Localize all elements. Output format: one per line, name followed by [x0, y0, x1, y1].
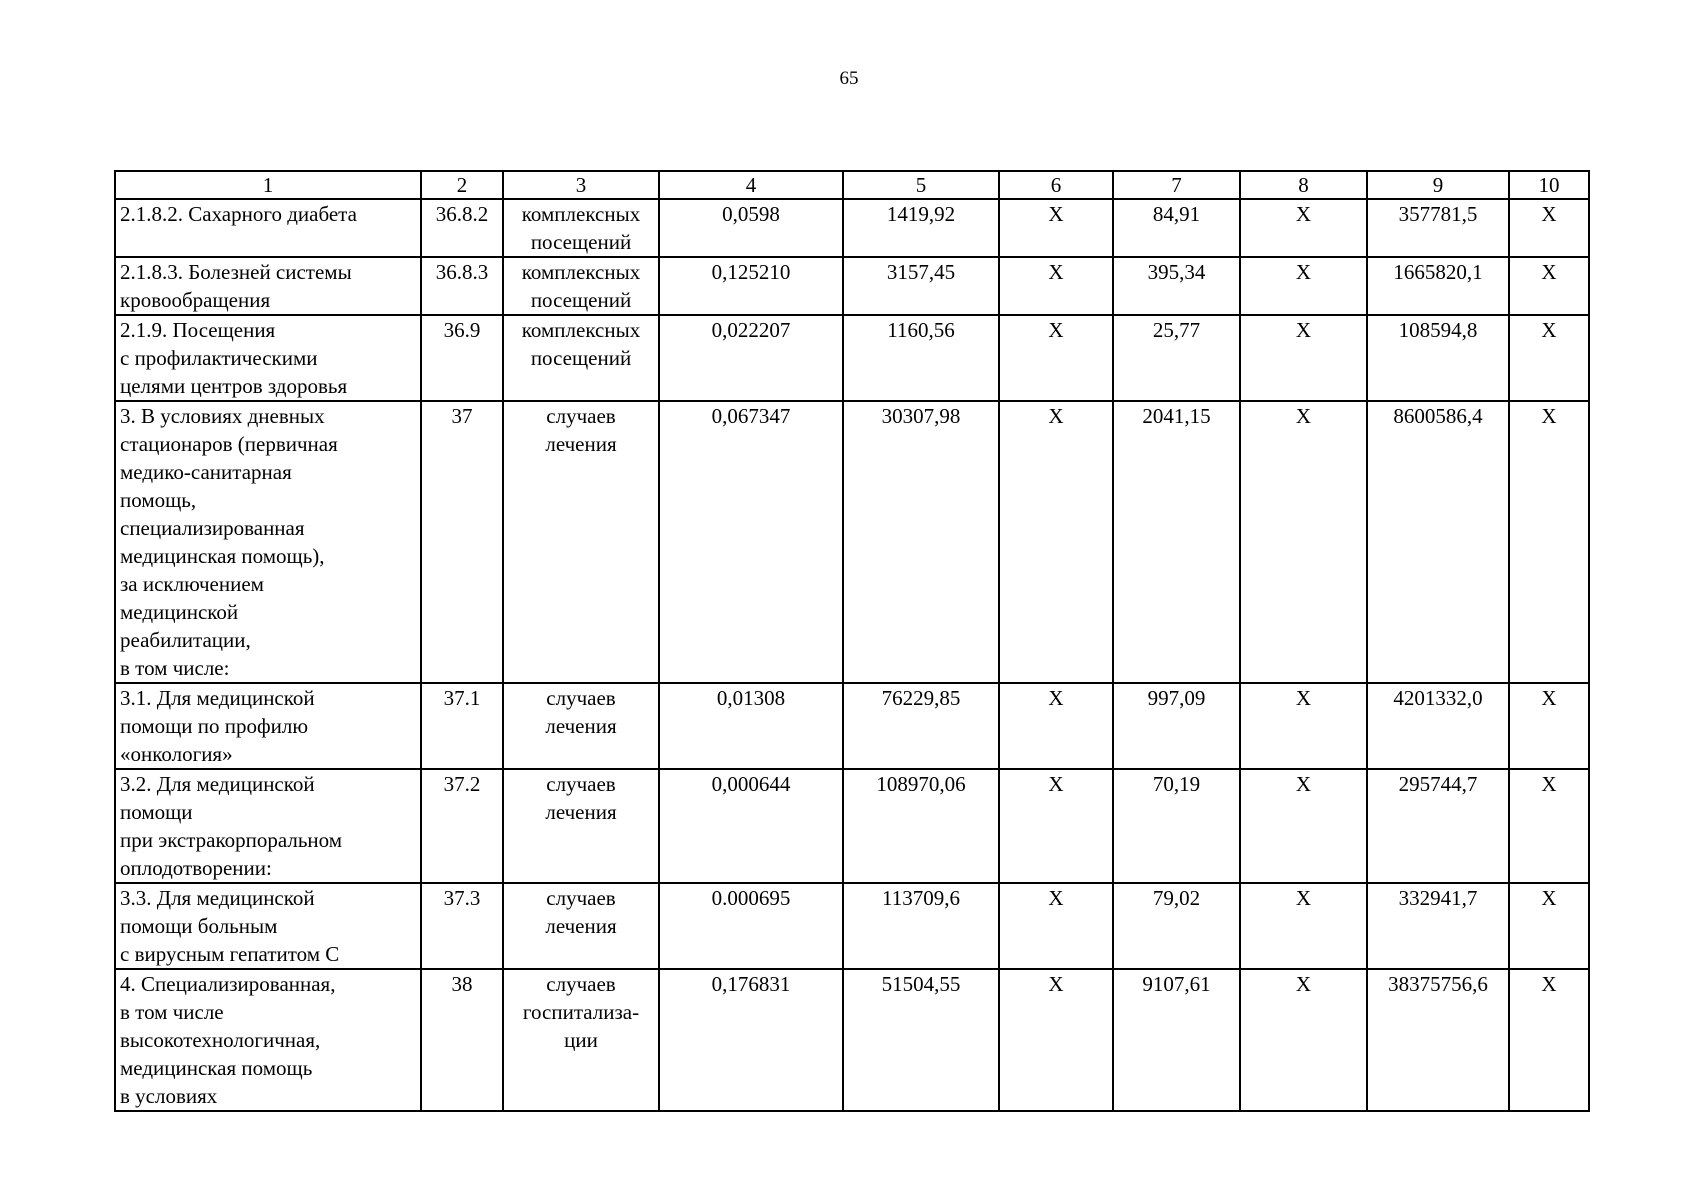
- coefficient-cell: 0,176831: [659, 969, 843, 1111]
- mark-cell: Х: [1240, 315, 1367, 401]
- row-code-cell: 37.3: [421, 883, 503, 969]
- column-header: 2: [421, 171, 503, 199]
- value-cell: 2041,15: [1113, 401, 1240, 683]
- coefficient-cell: 0.000695: [659, 883, 843, 969]
- cost-cell: 30307,98: [843, 401, 999, 683]
- row-name-cell: [115, 401, 421, 683]
- row-name-cell: [115, 769, 421, 883]
- column-header: 3: [503, 171, 659, 199]
- row-name-line: кровообращения: [120, 288, 271, 312]
- mark-cell: Х: [1509, 883, 1589, 969]
- mark-cell: Х: [1240, 969, 1367, 1111]
- mark-cell: Х: [1240, 401, 1367, 683]
- row-unit-cell: [503, 969, 659, 1111]
- row-name-cell: [115, 315, 421, 401]
- column-header: 5: [843, 171, 999, 199]
- total-cell: 332941,7: [1367, 883, 1509, 969]
- cost-cell: 3157,45: [843, 257, 999, 315]
- mark-cell: Х: [1240, 683, 1367, 769]
- row-unit-line: комплексных: [521, 202, 641, 226]
- cost-cell: 1160,56: [843, 315, 999, 401]
- total-cell: 357781,5: [1367, 199, 1509, 257]
- mark-cell: Х: [1509, 401, 1589, 683]
- cost-cell: 76229,85: [843, 683, 999, 769]
- row-unit-line: посещений: [530, 288, 632, 312]
- mark-cell: Х: [1509, 199, 1589, 257]
- row-name-line: с профилактическими: [120, 346, 318, 370]
- value-cell: 70,19: [1113, 769, 1240, 883]
- row-name-line: 2.1.8.2. Сахарного диабета: [120, 202, 357, 226]
- row-unit-line: посещений: [530, 230, 632, 254]
- row-unit-line: комплексных: [521, 260, 641, 284]
- row-name-line: оплодотворении:: [120, 856, 272, 880]
- row-unit-line: госпитализа-: [522, 1000, 640, 1024]
- cost-cell: 51504,55: [843, 969, 999, 1111]
- row-name-line: медицинской: [120, 600, 239, 624]
- row-name-line: 4. Специализированная,: [120, 972, 336, 996]
- row-name-line: медицинская помощь: [120, 1056, 313, 1080]
- row-name-line: за исключением: [120, 572, 264, 596]
- table-row: [115, 401, 1589, 683]
- row-name-cell: [115, 199, 421, 257]
- row-name-line: в том числе:: [120, 656, 230, 680]
- column-header: 4: [659, 171, 843, 199]
- coefficient-cell: 0,01308: [659, 683, 843, 769]
- coefficient-cell: 0,067347: [659, 401, 843, 683]
- value-cell: 997,09: [1113, 683, 1240, 769]
- row-name-line: 2.1.8.3. Болезней системы: [120, 260, 352, 284]
- mark-cell: Х: [1509, 969, 1589, 1111]
- row-name-line: специализированная: [120, 516, 305, 540]
- row-name-line: помощи по профилю: [120, 714, 309, 738]
- row-name-line: в условиях: [120, 1084, 218, 1108]
- row-unit-cell: [503, 883, 659, 969]
- table-row: [115, 257, 1589, 315]
- total-cell: 1665820,1: [1367, 257, 1509, 315]
- row-name-line: 3.1. Для медицинской: [120, 686, 315, 710]
- mark-cell: Х: [999, 199, 1113, 257]
- row-unit-line: посещений: [530, 346, 632, 370]
- row-name-line: 3.3. Для медицинской: [120, 886, 315, 910]
- row-name-line: высокотехнологичная,: [120, 1028, 321, 1052]
- row-unit-line: случаев: [546, 972, 616, 996]
- table-row: [115, 969, 1589, 1111]
- value-cell: 395,34: [1113, 257, 1240, 315]
- row-unit-cell: [503, 683, 659, 769]
- column-header: 9: [1367, 171, 1509, 199]
- row-name-cell: [115, 969, 421, 1111]
- table-row: [115, 199, 1589, 257]
- row-unit-line: лечения: [545, 714, 617, 738]
- mark-cell: Х: [999, 315, 1113, 401]
- row-unit-cell: [503, 199, 659, 257]
- row-code-cell: 37.1: [421, 683, 503, 769]
- column-header: 1: [115, 171, 421, 199]
- mark-cell: Х: [999, 883, 1113, 969]
- row-name-line: с вирусным гепатитом С: [120, 942, 340, 966]
- column-header: 6: [999, 171, 1113, 199]
- row-unit-line: ции: [564, 1028, 598, 1052]
- row-unit-cell: [503, 769, 659, 883]
- mark-cell: Х: [999, 683, 1113, 769]
- mark-cell: Х: [999, 969, 1113, 1111]
- row-name-line: 3.2. Для медицинской: [120, 772, 315, 796]
- table-header-row: [115, 171, 1589, 199]
- mark-cell: Х: [1240, 199, 1367, 257]
- mark-cell: Х: [1509, 769, 1589, 883]
- value-cell: 79,02: [1113, 883, 1240, 969]
- row-name-line: медико-санитарная: [120, 460, 292, 484]
- coefficient-cell: 0,022207: [659, 315, 843, 401]
- row-name-line: в том числе: [120, 1000, 224, 1024]
- total-cell: 108594,8: [1367, 315, 1509, 401]
- cost-cell: 1419,92: [843, 199, 999, 257]
- row-unit-line: лечения: [545, 914, 617, 938]
- row-name-line: медицинская помощь),: [120, 544, 325, 568]
- total-cell: 38375756,6: [1367, 969, 1509, 1111]
- data-table: [114, 170, 1590, 1112]
- cost-cell: 113709,6: [843, 883, 999, 969]
- value-cell: 84,91: [1113, 199, 1240, 257]
- table-row: [115, 683, 1589, 769]
- row-unit-line: комплексных: [521, 318, 641, 342]
- value-cell: 25,77: [1113, 315, 1240, 401]
- column-header: 7: [1113, 171, 1240, 199]
- row-code-cell: 38: [421, 969, 503, 1111]
- total-cell: 4201332,0: [1367, 683, 1509, 769]
- coefficient-cell: 0,0598: [659, 199, 843, 257]
- mark-cell: Х: [1240, 883, 1367, 969]
- table-row: [115, 883, 1589, 969]
- row-name-line: помощи: [120, 800, 193, 824]
- row-code-cell: 37: [421, 401, 503, 683]
- table-row: [115, 769, 1589, 883]
- mark-cell: Х: [1240, 769, 1367, 883]
- column-header: 10: [1509, 171, 1589, 199]
- mark-cell: Х: [1509, 315, 1589, 401]
- total-cell: 295744,7: [1367, 769, 1509, 883]
- row-unit-line: случаев: [546, 886, 616, 910]
- coefficient-cell: 0,000644: [659, 769, 843, 883]
- page-number: 65: [839, 68, 859, 89]
- mark-cell: Х: [1240, 257, 1367, 315]
- row-code-cell: 36.8.3: [421, 257, 503, 315]
- table-row: [115, 315, 1589, 401]
- row-name-line: целями центров здоровья: [120, 374, 348, 398]
- row-name-cell: [115, 257, 421, 315]
- row-unit-cell: [503, 257, 659, 315]
- row-unit-line: случаев: [546, 404, 616, 428]
- mark-cell: Х: [999, 401, 1113, 683]
- row-unit-cell: [503, 401, 659, 683]
- row-name-line: 3. В условиях дневных: [120, 404, 325, 428]
- row-unit-cell: [503, 315, 659, 401]
- row-unit-line: лечения: [545, 432, 617, 456]
- row-name-line: реабилитации,: [120, 628, 251, 652]
- value-cell: 9107,61: [1113, 969, 1240, 1111]
- row-code-cell: 36.9: [421, 315, 503, 401]
- row-name-line: помощи больным: [120, 914, 278, 938]
- row-unit-line: случаев: [546, 686, 616, 710]
- row-code-cell: 36.8.2: [421, 199, 503, 257]
- row-name-line: стационаров (первичная: [120, 432, 338, 456]
- mark-cell: Х: [999, 257, 1113, 315]
- cost-cell: 108970,06: [843, 769, 999, 883]
- row-name-line: «онкология»: [120, 742, 233, 766]
- total-cell: 8600586,4: [1367, 401, 1509, 683]
- mark-cell: Х: [1509, 257, 1589, 315]
- coefficient-cell: 0,125210: [659, 257, 843, 315]
- mark-cell: Х: [999, 769, 1113, 883]
- row-code-cell: 37.2: [421, 769, 503, 883]
- row-name-line: помощь,: [120, 488, 197, 512]
- row-name-cell: [115, 883, 421, 969]
- row-name-cell: [115, 683, 421, 769]
- row-unit-line: случаев: [546, 772, 616, 796]
- row-name-line: 2.1.9. Посещения: [120, 318, 276, 342]
- column-header: 8: [1240, 171, 1367, 199]
- mark-cell: Х: [1509, 683, 1589, 769]
- row-unit-line: лечения: [545, 800, 617, 824]
- row-name-line: при экстракорпоральном: [120, 828, 343, 852]
